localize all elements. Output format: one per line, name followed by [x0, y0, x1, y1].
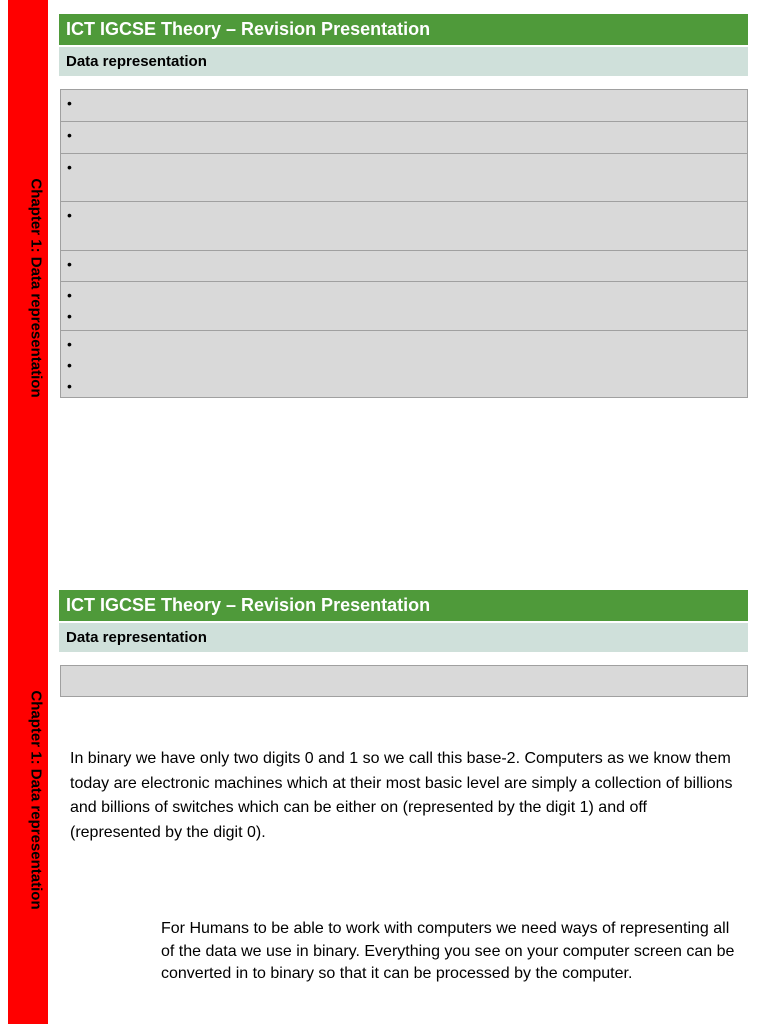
bullet-item: • [67, 207, 72, 223]
bullet-table [60, 89, 748, 398]
slide-subtitle: Data representation [59, 47, 748, 76]
binary-paragraph: In binary we have only two digits 0 and 1 so we call this base-2. Computers as we know them today are electronic machines which at their most basic level are simply a collection of billions and billions of switches which can be either on (represented by the digit 1) and off (represented by the digit 0). [70, 750, 733, 841]
table-row [61, 153, 747, 201]
bullet-item: • [67, 287, 72, 303]
bullet-item: • [67, 256, 72, 272]
slide-title: ICT IGCSE Theory – Revision Presentation [59, 590, 748, 621]
table-row [61, 330, 747, 397]
table-row [61, 281, 747, 330]
bullet-item: • [67, 336, 72, 352]
bullet-item: • [67, 159, 72, 175]
bullet-item: • [67, 95, 72, 111]
slide-title: ICT IGCSE Theory – Revision Presentation [59, 14, 748, 45]
bullet-item: • [67, 308, 72, 324]
chapter-side-bar [8, 0, 48, 576]
table-row [61, 201, 747, 250]
chapter-label: Chapter 1: Data representation [27, 178, 45, 398]
bullet-item: • [67, 378, 72, 394]
humans-paragraph: For Humans to be able to work with computers we need ways of representing all of the data we use in binary. Everything you see on your computer screen can be converted in to binary so that it can be processed by the computer. [161, 920, 735, 982]
table-row [61, 121, 747, 153]
slide-2 [0, 576, 768, 1024]
chapter-side-bar [8, 576, 48, 1024]
bullet-item: • [67, 127, 72, 143]
slide-subtitle: Data representation [59, 623, 748, 652]
table-row [61, 90, 747, 121]
table-row [61, 250, 747, 281]
bullet-item: • [67, 357, 72, 373]
empty-table [60, 665, 748, 697]
chapter-label: Chapter 1: Data representation [27, 690, 45, 910]
